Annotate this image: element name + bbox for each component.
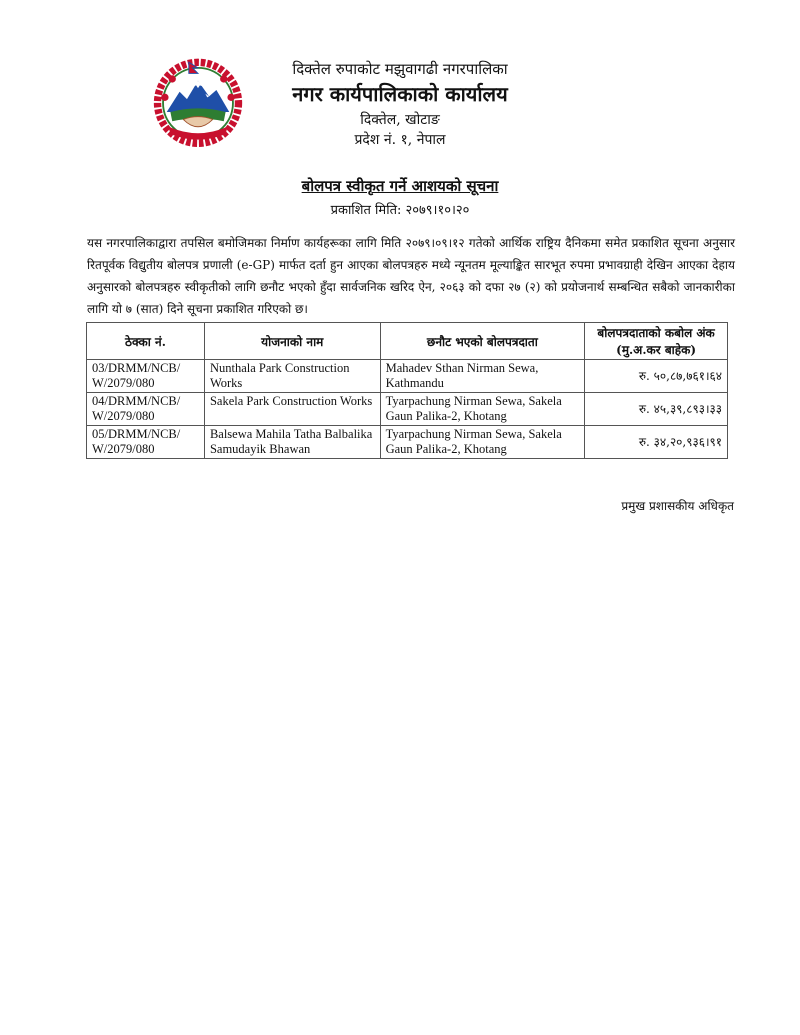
table-header-row	[87, 323, 728, 360]
notice-title: बोलपत्र स्वीकृत गर्ने आशयको सूचना	[301, 177, 499, 195]
table-row	[87, 393, 728, 426]
selected-bids-table	[86, 322, 728, 459]
nepal-emblem-logo	[152, 55, 244, 147]
table-row	[87, 426, 728, 459]
office-header	[250, 58, 550, 150]
bidder-cell: Mahadev Sthan Nirman Sewa, Kathmandu	[380, 360, 585, 393]
bid-amount-cell: रु. ५०,८७,७६१।६४	[585, 360, 728, 393]
project-name-cell: Sakela Park Construction Works	[204, 393, 380, 426]
bidder-cell: Tyarpachung Nirman Sewa, Sakela Gaun Palika-2, Khotang	[380, 426, 585, 459]
project-name-cell: Balsewa Mahila Tatha Balbalika Samudayik Bhawan	[204, 426, 380, 459]
notice-body: यस नगरपालिकाद्वारा तपसिल बमोजिमका निर्माण कार्यहरूका लागि मिति २०७९।०९।१२ गतेको आर्थिक राष्ट्रिय दैनिकमा समेत प्रकाशित सूचना अनुसार रितपूर्वक विद्युतीय बोलपत्र प्रणाली (e-GP) मार्फत दर्ता हुन आएका बोलपत्रहरु मध्ये न्यूनतम मूल्याङ्कित सारभूत रुपमा प्रभावग्राही देखिन आएका देहाय अनुसारको बोलपत्रहरु स्वीकृतीको लागि छनौट भएको हुँदा सार्वजनिक खरिद ऐन, २०६३ को दफा २७ (२) को प्रयोजनार्थ सम्बन्धित सबैको जानकारीका लागि यो ७ (सात) दिने सूचना प्रकाशित गरिएको छ।	[87, 236, 735, 316]
header-bid-amount: बोलपत्रदाताको कबोल अंक (मु.अ.कर बाहेक)	[585, 323, 728, 360]
bidder-cell: Tyarpachung Nirman Sewa, Sakela Gaun Palika-2, Khotang	[380, 393, 585, 426]
header-contract-no: ठेक्का नं.	[87, 323, 205, 360]
office-province: प्रदेश नं. १, नेपाल	[354, 132, 446, 148]
contract-no-cell: 03/DRMM/NCB/ W/2079/080	[87, 360, 205, 393]
header-selected-bidder: छनौट भएको बोलपत्रदाता	[380, 323, 585, 360]
table-row	[87, 360, 728, 393]
municipality-name: दिक्तेल रुपाकोट मझुवागढी नगरपालिका	[292, 60, 508, 78]
header-project-name: योजनाको नाम	[204, 323, 380, 360]
published-date: प्रकाशित मिति: २०७९।१०।२०	[330, 203, 470, 218]
signatory-title: प्रमुख प्रशासकीय अधिकृत	[621, 499, 734, 513]
office-address: दिक्तेल, खोटाङ	[360, 112, 440, 128]
office-title: नगर कार्यपालिकाको कार्यालय	[292, 82, 508, 106]
bid-amount-cell: रु. ४५,३९,८९३।३३	[585, 393, 728, 426]
bid-amount-cell: रु. ३४,२०,९३६।९१	[585, 426, 728, 459]
contract-no-cell: 04/DRMM/NCB/ W/2079/080	[87, 393, 205, 426]
project-name-cell: Nunthala Park Construction Works	[204, 360, 380, 393]
contract-no-cell: 05/DRMM/NCB/ W/2079/080	[87, 426, 205, 459]
